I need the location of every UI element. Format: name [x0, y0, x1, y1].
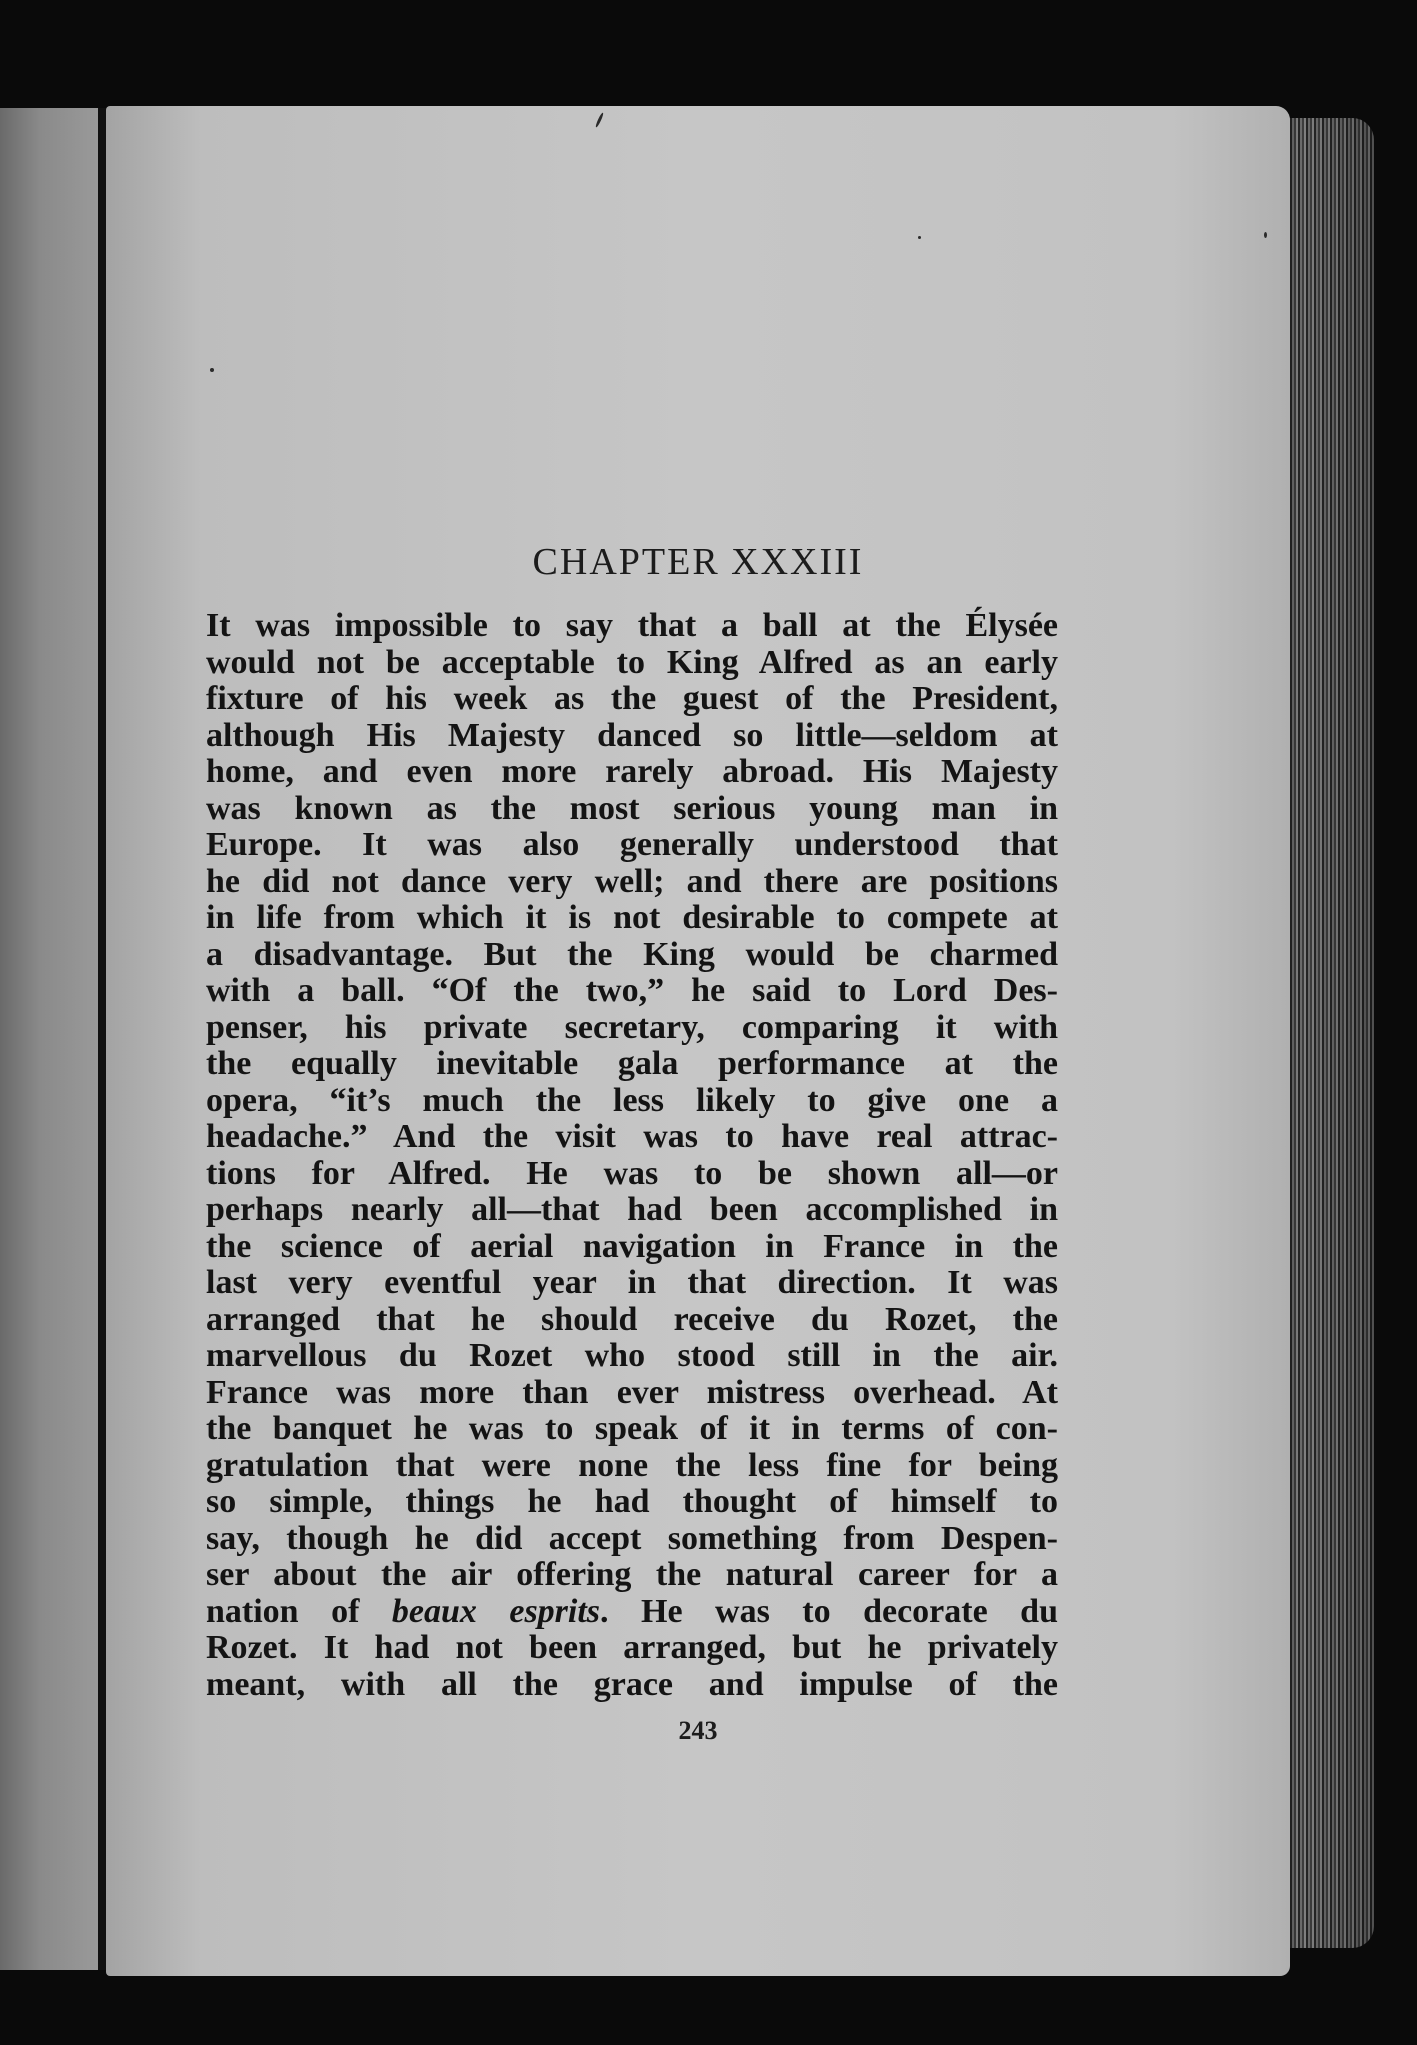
- text-line: the banquet he was to speak of it in terms of con-: [206, 1410, 1058, 1447]
- text-line: in life from which it is not desirable to compete at: [206, 899, 1058, 936]
- text-line: Rozet. It had not been arranged, but he privately: [206, 1629, 1058, 1666]
- text-line: say, though he did accept something from Despen-: [206, 1519, 1058, 1557]
- text-line: Europe. It was also generally understood that: [206, 826, 1058, 863]
- text-line: arranged that he should receive du Rozet, the: [206, 1300, 1058, 1338]
- text-line: a disadvantage. But the King would be charmed: [206, 935, 1058, 973]
- text-line: although His Majesty danced so little—seldom at: [206, 716, 1058, 754]
- text-line: home, and even more rarely abroad. His Majesty: [206, 753, 1058, 790]
- text-line: gratulation that were none the less fine for being: [206, 1446, 1058, 1484]
- scan-speck: [1264, 232, 1267, 238]
- text-line: he did not dance very well; and there are positions: [206, 862, 1058, 900]
- page-number: 243: [678, 1716, 718, 1745]
- text-line: last very eventful year in that direction. It was: [206, 1264, 1058, 1301]
- text-line: tions for Alfred. He was to be shown all—or: [206, 1154, 1058, 1192]
- text-line: ser about the air offering the natural career for a: [206, 1556, 1058, 1593]
- text-line: with a ball. “Of the two,” he said to Lord Des-: [206, 972, 1058, 1009]
- text-line: It was impossible to say that a ball at the Élysée: [206, 607, 1058, 644]
- text-line: fixture of his week as the guest of the President,: [206, 680, 1058, 717]
- text-fragment: . He was to decorate du: [600, 1592, 1058, 1630]
- text-line: headache.” And the visit was to have real attrac-: [206, 1118, 1058, 1155]
- text-line: France was more than ever mistress overhead. At: [206, 1373, 1058, 1411]
- italic-phrase: beaux esprits: [391, 1592, 601, 1630]
- previous-page-edge: [0, 108, 100, 1970]
- text-line: was known as the most serious young man in: [206, 789, 1058, 827]
- text-fragment: nation of: [206, 1592, 392, 1630]
- text-line: perhaps nearly all—that had been accomplished in: [206, 1191, 1058, 1228]
- text-line: penser, his private secretary, comparing it with: [206, 1008, 1058, 1046]
- text-line: so simple, things he had thought of himself to: [206, 1483, 1058, 1520]
- text-line: would not be acceptable to King Alfred as an early: [206, 643, 1058, 681]
- body-text: [206, 608, 1058, 1703]
- text-line: opera, “it’s much the less likely to give one a: [206, 1081, 1058, 1119]
- text-line-with-italic: [206, 1594, 1058, 1631]
- scan-speck: [210, 368, 214, 372]
- text-line: meant, with all the grace and impulse of the: [206, 1665, 1058, 1703]
- text-line: marvellous du Rozet who stood still in the air.: [206, 1337, 1058, 1374]
- scan-speck: [918, 236, 921, 239]
- chapter-heading: CHAPTER XXXIII: [532, 541, 864, 583]
- text-line: the equally inevitable gala performance at the: [206, 1045, 1058, 1082]
- text-line: the science of aerial navigation in France in the: [206, 1227, 1058, 1265]
